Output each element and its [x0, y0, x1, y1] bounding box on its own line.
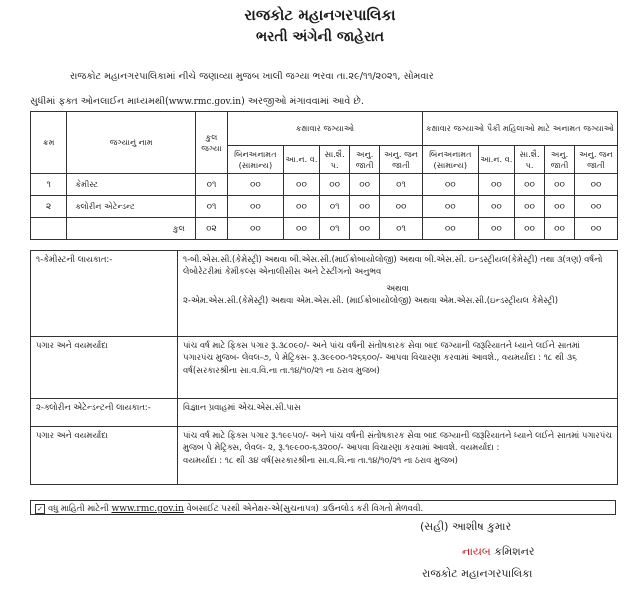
cell: ૦૦ — [228, 218, 284, 240]
cell: ૦૦ — [478, 196, 514, 218]
sub-header: સા.શૈ. પ. — [320, 146, 350, 174]
more-info-row — [30, 500, 616, 515]
intro-line-2a: સુધીમાં ફક્ત ઓનલાઈન માધ્યમથી( — [30, 96, 169, 107]
cell: ૦૦ — [283, 196, 319, 218]
cell: ૦૧ — [380, 174, 423, 196]
sub-header: બિનઅનામત (સામાન્ય) — [422, 146, 478, 174]
chemist-option-2: ૨-એમ.એસ.સી.(કેમેસ્ટ્રી) અથવા એમ.એસ.સી. (માઈક્રોબાયોલોજી) અથવા એમ.એસ.સી.(ઇન્ડસ્ટ્રીયલ કેમેસ્ટ્રી) — [183, 295, 558, 306]
header-total: કુલ જગ્યા — [195, 112, 227, 174]
cell: ૦૦ — [283, 174, 319, 196]
row-post: કેમીસ્ટ — [67, 174, 196, 196]
intro-line-1: રાજકોટ મહાનગરપાલિકામાં નીચે જણાવ્યા મુજબ ખાલી જગ્યા ભરવા તા.૨૯/૧૧/૨૦૨૧, સોમવાર — [70, 71, 434, 82]
chlorine-label: ૨-ક્લોરીન એટેન્ડન્ટની લાયકાત:- — [31, 399, 178, 427]
chlorine-qualification-row — [31, 399, 618, 427]
chemist-pay-text: પાંચ વર્ષ માટે ફિક્સ પગાર રૂ.૩૮૦૯૦/- અને પાંચ વર્ષની સંતોષકારક સેવા બાદ જગ્યાની જરૂરિયાતને ધ્યાને લઈને સાતમાં પગારપંચ મુજબ- લેવલ-૭, પે મેટ્રિક્સ- રૂ.૩૯૯૦૦-૧૨૬૬૦૦/- આપવા વિચારણા કરવામાં આવશે., વયમર્યાદા : ૧૮ થી ૩૬ વર્ષ(સરકારશ્રીના સા.વ.વિ.ના તા.૧૪/૧૦/૨૧ ના ઠરાવ મુજબ) — [178, 337, 618, 399]
signatory-organization: રાજકોટ મહાનગરપાલિકા — [422, 567, 533, 580]
sub-header: આ.ન. વ. — [478, 146, 514, 174]
cell: ૦૧ — [320, 196, 350, 218]
cell: ૦૦ — [320, 174, 350, 196]
total-row-empty — [31, 218, 67, 240]
row-sr: ૨ — [31, 196, 67, 218]
header-sr: ક્રમ — [31, 112, 67, 174]
sub-header: અનુ. જાતી — [350, 146, 380, 174]
chemist-qualification-row — [31, 251, 618, 337]
cell: ૦૦ — [422, 174, 478, 196]
cell: ૦૦ — [380, 196, 423, 218]
cell: ૦૦ — [350, 196, 380, 218]
total-row — [31, 218, 618, 240]
cell: ૦૦ — [478, 218, 514, 240]
cell: ૦૦ — [545, 218, 575, 240]
sub-header: અનુ. જાતી — [545, 146, 575, 174]
sub-header: અનુ. જન જાતી — [575, 146, 618, 174]
chlorine-age-text: વયમર્યાદા : ૧૮ થી ૩૪ વર્ષ(સરકારશ્રીના સા.વ.વિ.ના તા.૧૪/૧૦/૨૧ ના ઠરાવ મુજબ) — [183, 454, 458, 465]
cell: ૦૦ — [515, 174, 545, 196]
cell: ૦૦ — [545, 174, 575, 196]
header-post: જગ્યાનું નામ — [67, 112, 196, 174]
cell: ૦૦ — [478, 174, 514, 196]
cell: ૦૦ — [228, 196, 284, 218]
intro-website-link[interactable]: www.rmc.gov.in — [168, 97, 242, 107]
total-label: કુલ — [67, 218, 196, 240]
cell: ૦૦ — [515, 196, 545, 218]
cell: ૦૦ — [283, 218, 319, 240]
chemist-or: અથવા — [386, 282, 409, 293]
chlorine-pay-text: પાંચ વર્ષ માટે ફિક્સ પગાર રૂ.૧૯૯૫૦/- અને પાંચ વર્ષની સંતોષકારક સેવા બાદ જગ્યાની જરૂરિયાતને ધ્યાને લઈને સાતમાં પગારપંચ મુજબ પે મેટ્રિક્સ, લેવલ- ૨, રૂ.૧૯૯૦૦-૬૩૨૦૦/- આપવા વિચારણા કરવામાં આવશે. વયમર્યાદા : — [183, 430, 612, 453]
signatory-designation — [462, 545, 535, 559]
chlorine-pay-row — [31, 427, 618, 485]
cell: ૦૦ — [228, 174, 284, 196]
chemist-qualification — [178, 251, 618, 337]
header-women-group: કક્ષાવાર જગ્યાઓ પૈકી મહિલાઓ માટે અનામત જગ્યાઓ — [422, 112, 617, 146]
pay-label: પગાર અને વયમર્યાદા — [31, 427, 178, 485]
signatory-name: (સહી) આશીષ કુમાર — [420, 520, 512, 533]
intro-line-2b: ) અરજીઓ મંગાવવામાં આવે છે. — [241, 96, 364, 107]
cell: ૦૦ — [422, 218, 478, 240]
cell: ૦૦ — [350, 174, 380, 196]
intro-paragraph — [30, 64, 622, 115]
vacancy-table — [30, 111, 618, 240]
cell: ૦૦ — [350, 218, 380, 240]
row-total: ૦૧ — [195, 174, 227, 196]
chemist-pay-row — [31, 337, 618, 399]
cell: ૦૦ — [545, 196, 575, 218]
sub-header: આ.ન. વ. — [283, 146, 319, 174]
sub-header: બિનઅનામત (સામાન્ય) — [228, 146, 284, 174]
row-sr: ૧ — [31, 174, 67, 196]
chemist-option-1: ૧-બી.એસ.સી.(કેમેસ્ટ્રી) અથવા બી.એસ.સી.(માઈક્રોબાયોલોજી) અથવા બી.એસ.સી. ઇન્ડસ્ટ્રીયલ(કેમેસ્ટ્રી) તથા ૩(ત્રણ) વર્ષનો લેબોરેટરીમાં કેમીકલ્સ એનાલીસીસ અને ટેસ્ટીંગનો અનુભવ — [183, 254, 603, 277]
more-info-suffix: વેબસાઈટ પરથી એનેક્ષર-એ(સુચનાપત્ર) ડાઉનલોડ કરી વિગતો મેળવવી. — [186, 503, 424, 513]
more-info-website-link[interactable]: www.rmc.gov.in — [111, 504, 184, 514]
chemist-label: ૧-કેમીસ્ટની લાયકાત:- — [31, 251, 178, 337]
bullet-icon: ✓ — [35, 504, 45, 514]
chlorine-qualification: વિજ્ઞાન પ્રવાહમાં એચ.એસ.સી.પાસ — [178, 399, 618, 427]
designation-stamp: નાયબ — [462, 545, 491, 558]
page-title: રાજકોટ મહાનગરપાલિકા — [244, 6, 396, 24]
table-row — [31, 196, 618, 218]
cell: ૦૦ — [515, 218, 545, 240]
header-category-group: કક્ષાવાર જગ્યાઓ — [228, 112, 423, 146]
designation-text: કમિશનર — [494, 545, 535, 558]
cell: ૦૦ — [575, 196, 618, 218]
more-info-prefix: વધુ માહિતી માટેની — [48, 503, 109, 513]
total-count: ૦૨ — [195, 218, 227, 240]
sub-header: અનુ. જન જાતી — [380, 146, 423, 174]
row-total: ૦૧ — [195, 196, 227, 218]
chlorine-pay — [178, 427, 618, 485]
sub-header: સા.શૈ. પ. — [515, 146, 545, 174]
table-row — [31, 174, 618, 196]
row-post: ક્લોરીન એટેન્ડન્ટ — [67, 196, 196, 218]
cell: ૦૦ — [575, 218, 618, 240]
cell: ૦૧ — [380, 218, 423, 240]
page-subtitle: ભરતી અંગેની જાહેરાત — [255, 29, 385, 45]
cell: ૦૦ — [422, 196, 478, 218]
pay-label: પગાર અને વયમર્યાદા — [31, 337, 178, 399]
qualification-table — [30, 250, 618, 485]
cell: ૦૧ — [320, 218, 350, 240]
cell: ૦૦ — [575, 174, 618, 196]
